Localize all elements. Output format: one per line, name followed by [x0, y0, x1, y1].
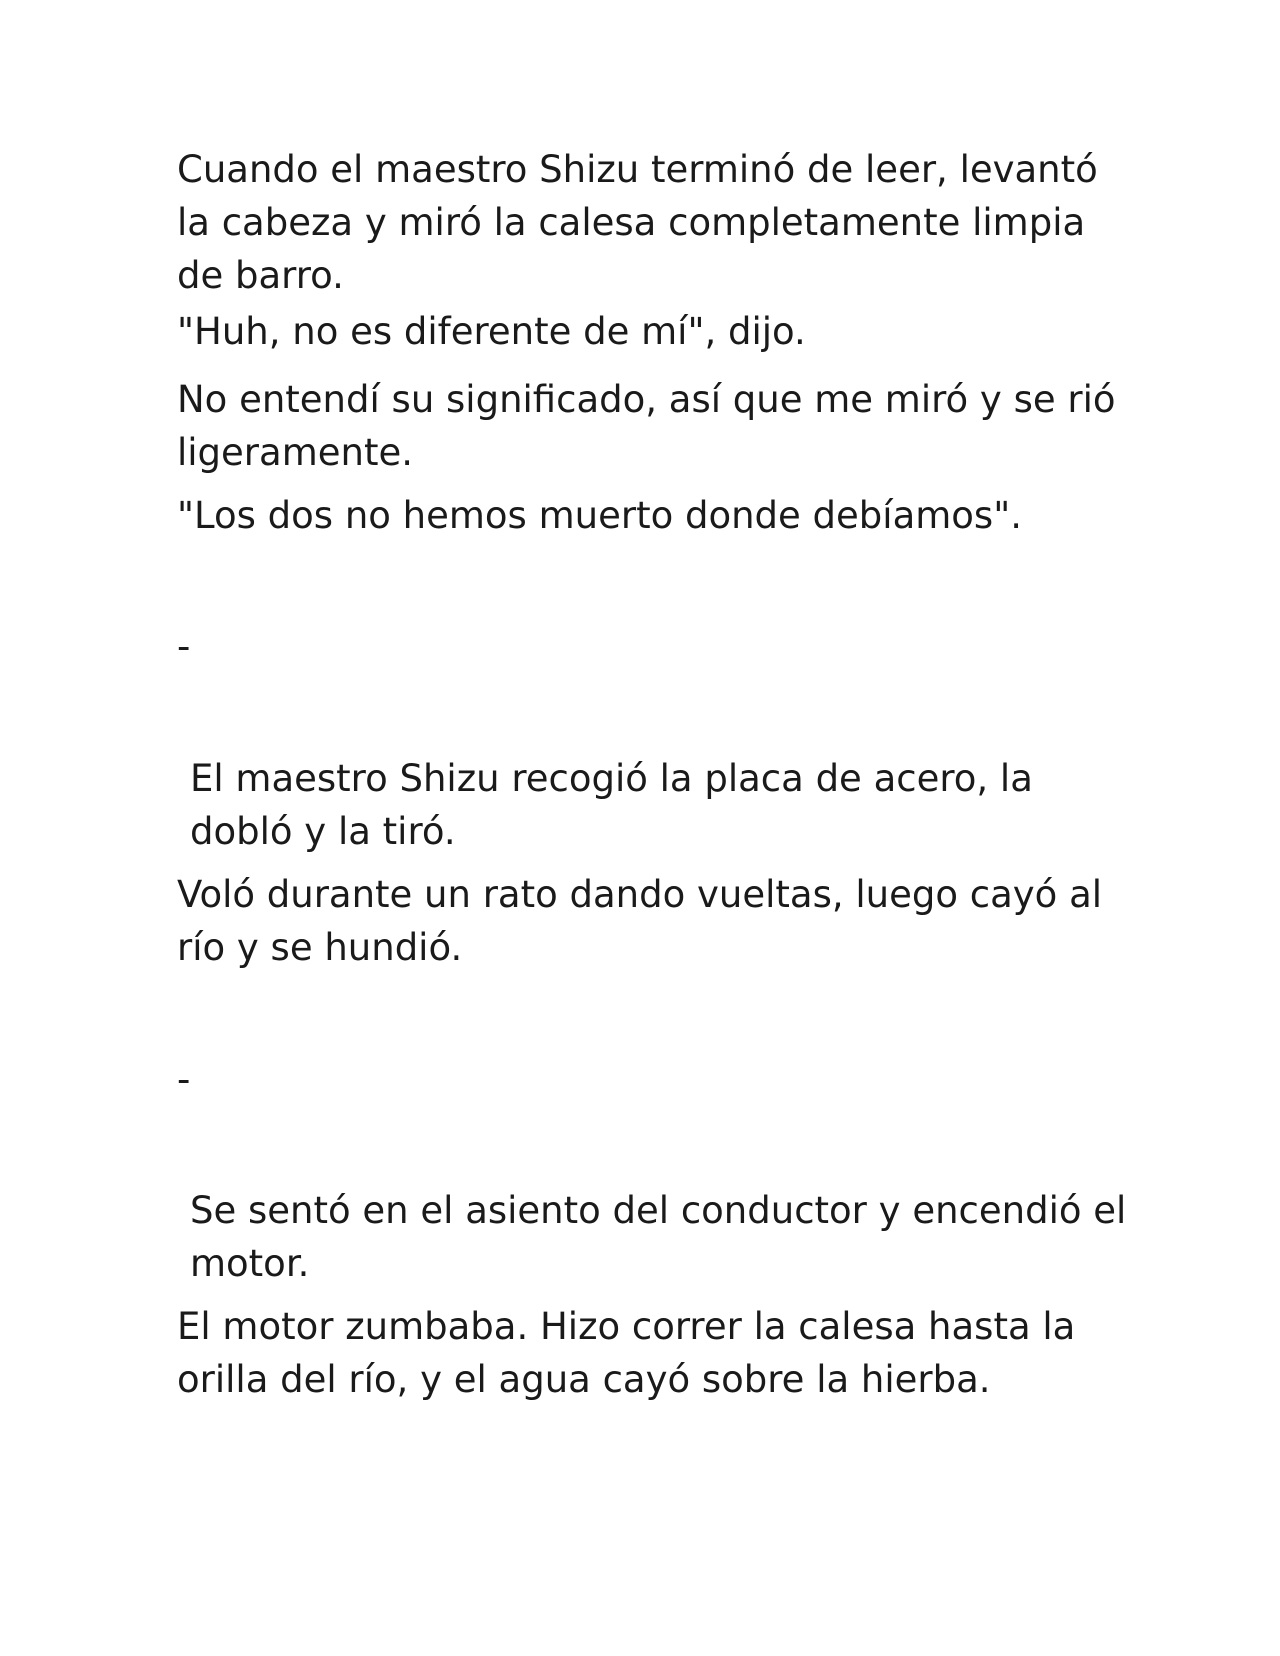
- paragraph-2: "Huh, no es diferente de mí", dijo.: [177, 310, 806, 353]
- paragraph-4: "Los dos no hemos muerto donde debíamos".: [177, 494, 1022, 537]
- paragraph-5: El maestro Shizu recogió la placa de acero, la dobló y la tiró.: [190, 757, 1033, 853]
- paragraph-7: Se sentó en el asiento del conductor y encendió el motor.: [190, 1189, 1127, 1285]
- section-separator-2: -: [177, 1058, 191, 1101]
- paragraph-3: No entendí su significado, así que me miró y se rió ligeramente.: [177, 378, 1116, 474]
- section-separator-1: -: [177, 625, 191, 668]
- paragraph-1: Cuando el maestro Shizu terminó de leer, levantó la cabeza y miró la calesa completamente limpia de barro.: [177, 148, 1098, 297]
- paragraph-8: El motor zumbaba. Hizo correr la calesa hasta la orilla del río, y el agua cayó sobre la hierba.: [177, 1305, 1076, 1401]
- paragraph-6: Voló durante un rato dando vueltas, luego cayó al río y se hundió.: [177, 873, 1103, 969]
